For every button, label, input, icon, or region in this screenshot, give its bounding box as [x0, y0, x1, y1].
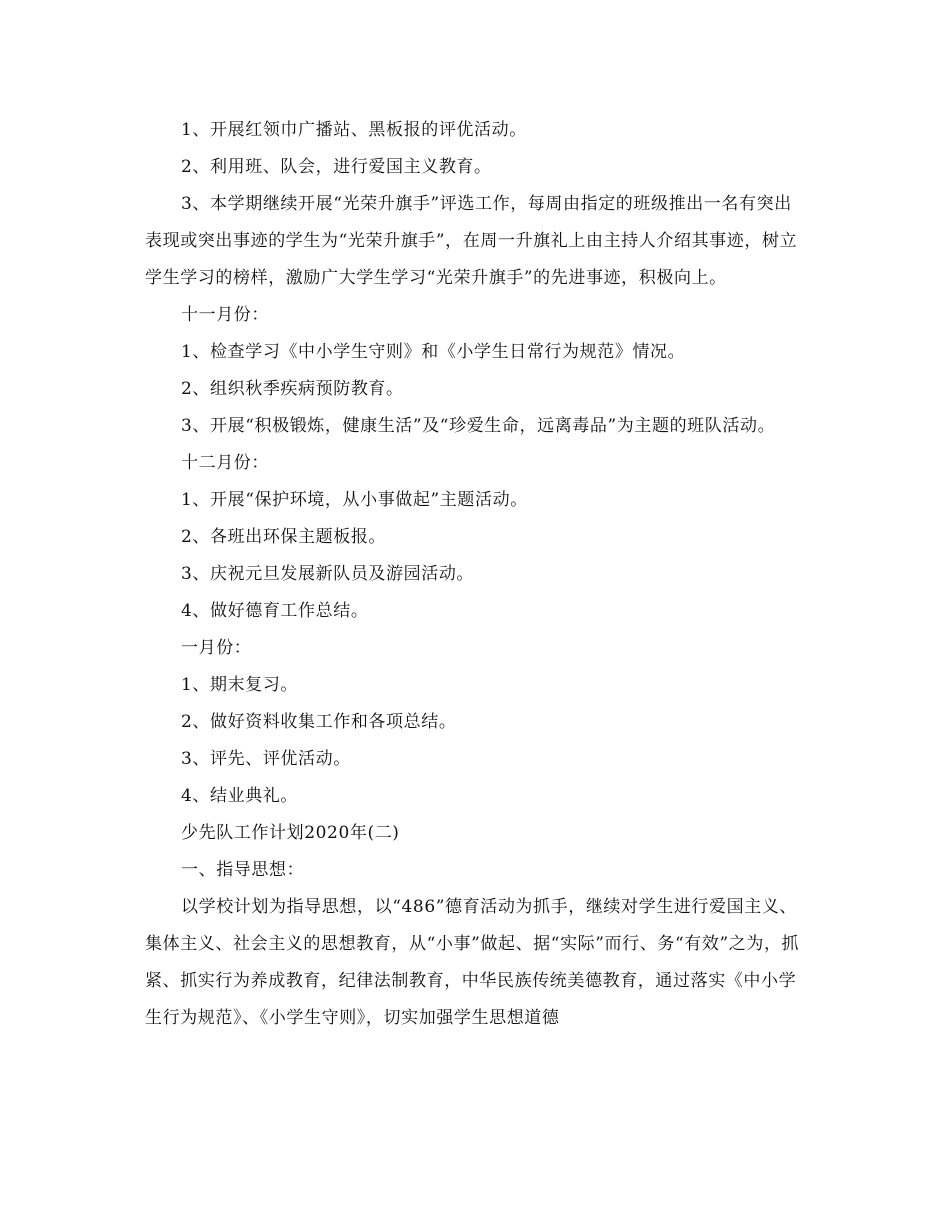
paragraph: 3、评先、评优活动。 — [181, 749, 351, 769]
paragraph: 4、结业典礼。 — [181, 786, 299, 806]
paragraph: 2、组织秋季疾病预防教育。 — [181, 379, 404, 399]
paragraph: 1、检查学习《中小学生守则》和《小学生日常行为规范》情况。 — [181, 342, 686, 362]
section-heading: 一月份： — [181, 638, 252, 658]
document-title: 少先队工作计划2020年(二) — [181, 823, 400, 843]
paragraph: 2、各班出环保主题板报。 — [181, 527, 387, 547]
paragraph: 1、开展红领巾广播站、黑板报的评优活动。 — [181, 120, 527, 140]
paragraph: 1、期末复习。 — [181, 675, 299, 695]
section-heading: 十二月份： — [181, 453, 269, 473]
paragraph: 3、本学期继续开展“光荣升旗手”评选工作，每周由指定的班级推出一名有突出表现或突出事迹的学生为“光荣升旗手”，在周一升旗礼上由主持人介绍其事迹，树立学生学习的榜样，激励广大学生学习“光荣升旗手”的先进事迹，积极向上。 — [145, 194, 798, 288]
paragraph: 以学校计划为指导思想，以“486”德育活动为抓手，继续对学生进行爱国主义、集体主义、社会主义的思想教育，从“小事”做起、据“实际”而行、务“有效”之为，抓紧、抓实行为养成教育，纪律法制教育，中华民族传统美德教育，通过落实《中小学生行为规范》、《小学生守则》，切实加强学生思想道德 — [145, 897, 800, 1028]
section-heading: 十一月份： — [181, 305, 269, 325]
paragraph: 2、利用班、队会，进行爱国主义教育。 — [181, 157, 492, 177]
paragraph: 1、开展“保护环境，从小事做起”主题活动。 — [181, 490, 528, 510]
paragraph: 3、开展“积极锻炼，健康生活”及“珍爱生命，远离毒品”为主题的班队活动。 — [181, 416, 776, 436]
document-body — [145, 112, 805, 1037]
paragraph: 3、庆祝元旦发展新队员及游园活动。 — [181, 564, 475, 584]
paragraph: 2、做好资料收集工作和各项总结。 — [181, 712, 457, 732]
section-heading: 一、指导思想： — [181, 860, 305, 880]
paragraph: 4、做好德育工作总结。 — [181, 601, 369, 621]
